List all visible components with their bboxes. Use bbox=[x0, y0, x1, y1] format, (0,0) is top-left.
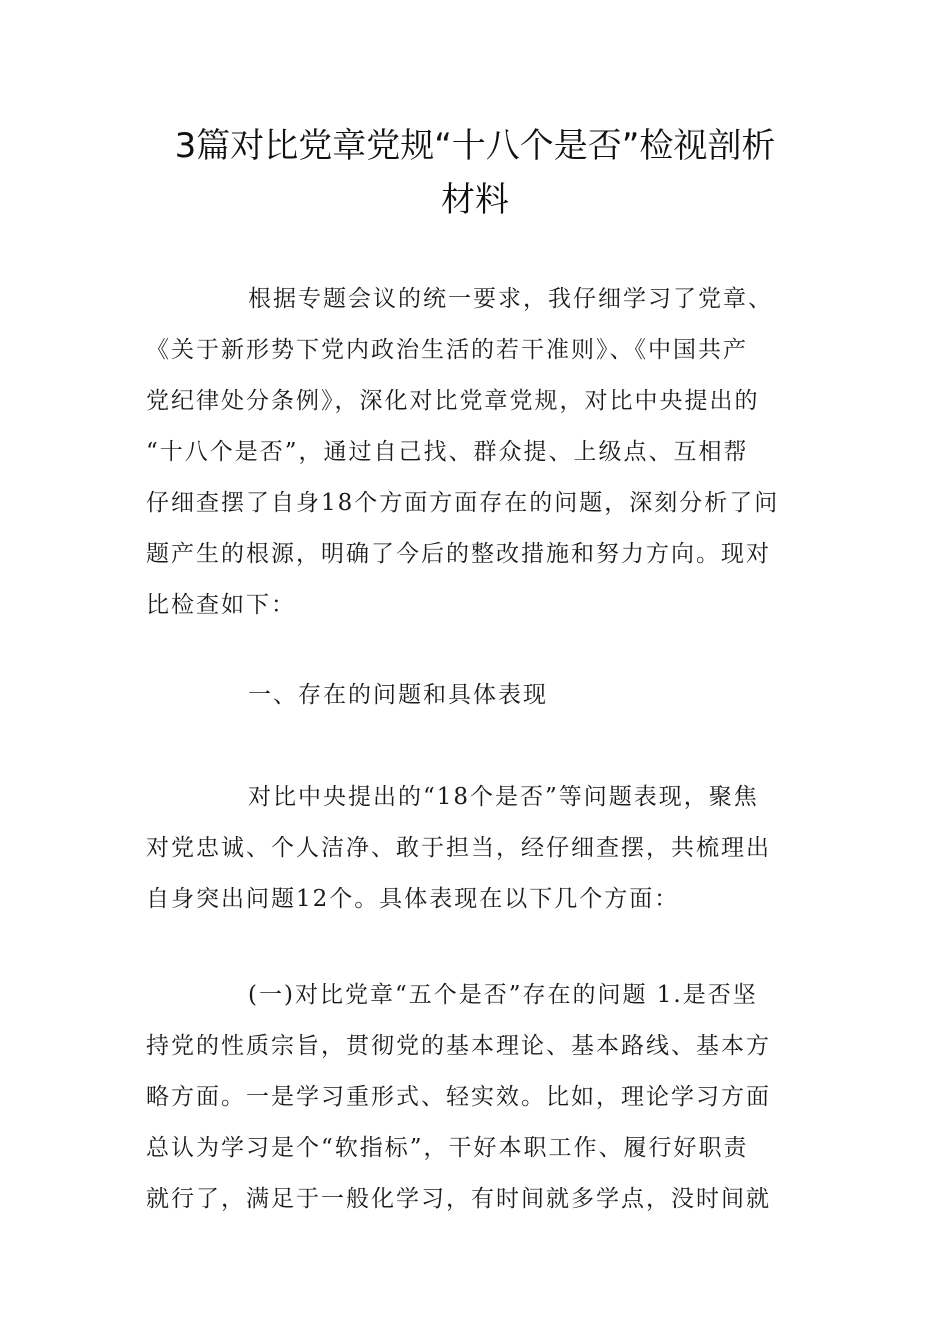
paragraph-line: 自身突出问题12个。具体表现在以下几个方面： bbox=[146, 886, 680, 912]
paragraph-line: (一)对比党章“五个是否”存在的问题 1.是否坚 bbox=[248, 982, 758, 1008]
paragraph-line: 根据专题会议的统一要求，我仔细学习了党章、 bbox=[248, 286, 773, 312]
paragraph-line: 仔细查摆了自身18个方面方面存在的问题，深刻分析了问 bbox=[146, 490, 780, 516]
paragraph-line: 对比中央提出的“18个是否”等问题表现，聚焦 bbox=[248, 784, 759, 810]
document-title-line-1: 3篇对比党章党规“十八个是否”检视剖析 bbox=[174, 126, 776, 166]
paragraph-line: “十八个是否”，通过自己找、群众提、上级点、互相帮 bbox=[146, 439, 749, 465]
paragraph-line: 略方面。一是学习重形式、轻实效。比如，理论学习方面 bbox=[146, 1084, 771, 1110]
paragraph-line: 题产生的根源，明确了今后的整改措施和努力方向。现对 bbox=[146, 541, 771, 567]
paragraph-intro bbox=[146, 274, 806, 631]
paragraph-problems-summary bbox=[146, 772, 806, 925]
paragraph-line: 总认为学习是个“软指标”，干好本职工作、履行好职责 bbox=[146, 1135, 749, 1161]
section-heading-text: 一、存在的问题和具体表现 bbox=[248, 682, 548, 708]
document-title-line-2: 材料 bbox=[441, 180, 509, 220]
paragraph-line: 就行了，满足于一般化学习，有时间就多学点，没时间就 bbox=[146, 1186, 771, 1212]
section-heading bbox=[146, 670, 806, 721]
paragraph-line: 党纪律处分条例》，深化对比党章党规，对比中央提出的 bbox=[146, 388, 760, 414]
paragraph-line: 比检查如下： bbox=[146, 592, 296, 618]
paragraph-line: 对党忠诚、个人洁净、敢于担当，经仔细查摆，共梳理出 bbox=[146, 835, 771, 861]
paragraph-line: 持党的性质宗旨，贯彻党的基本理论、基本路线、基本方 bbox=[146, 1033, 771, 1059]
paragraph-line: 《关于新形势下党内政治生活的若干准则》、《中国共产 bbox=[146, 337, 748, 363]
paragraph-subsection-one bbox=[146, 970, 806, 1225]
